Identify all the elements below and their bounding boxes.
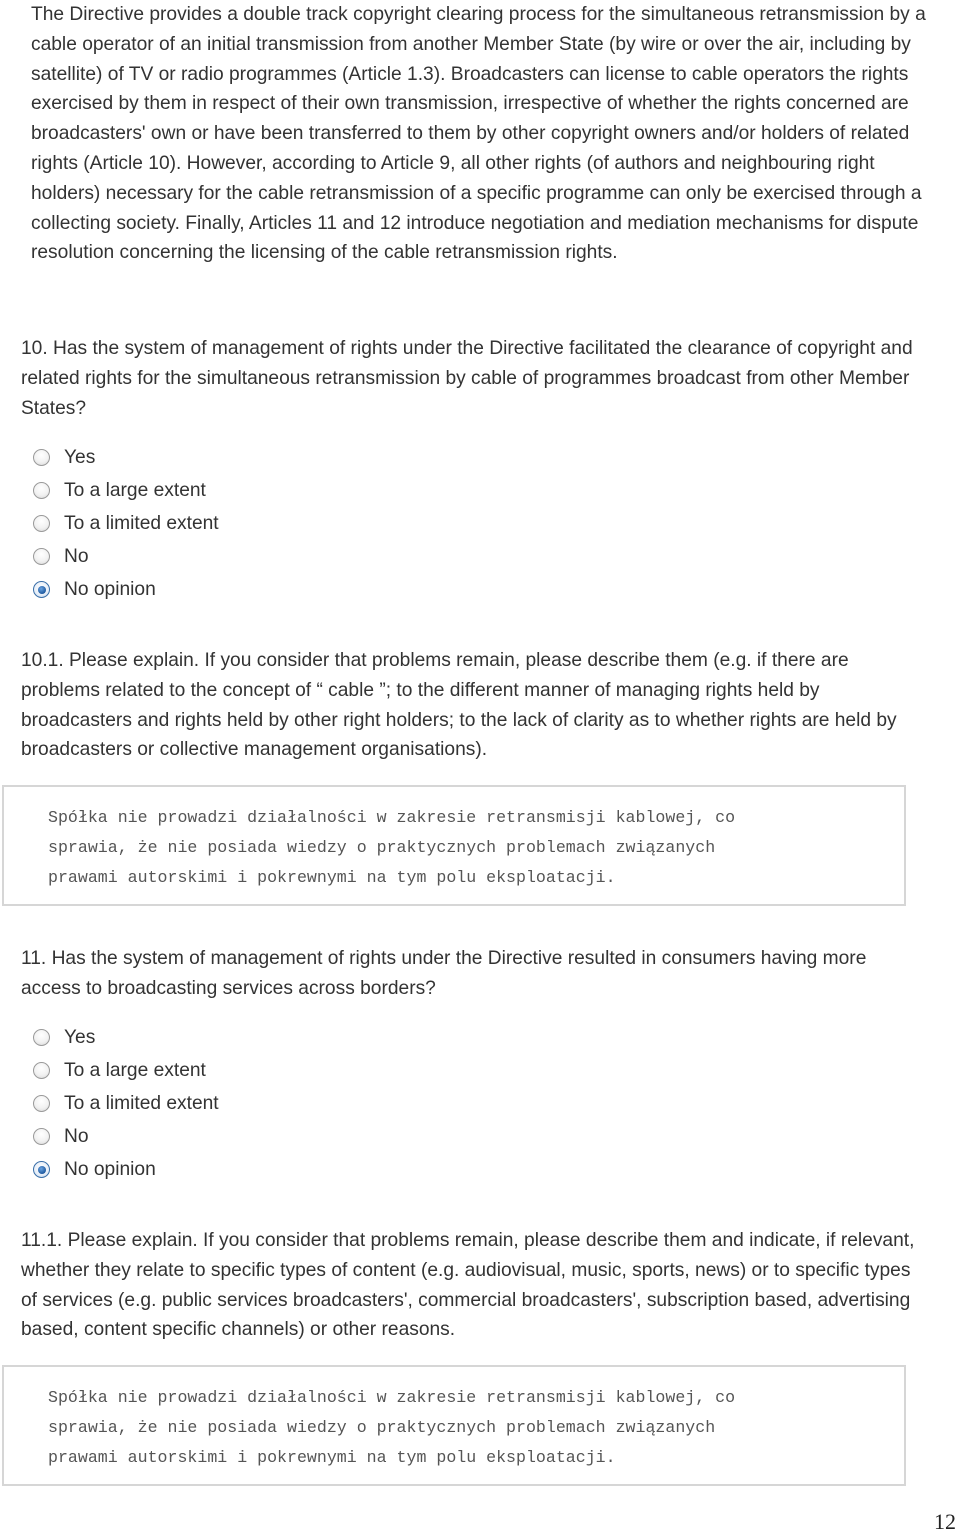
radio-unchecked-icon[interactable]	[33, 449, 50, 466]
question-11-1-text: 11.1. Please explain. If you consider that problems remain, please describe them and indicate, if relevant, whether they relate to specific types of content (e.g. audiovisual, music, sports, news) or to specific types of services (e.g. public services broadcasters', commercial broadcasters', subscription based, advertising based, content specific channels) or other reasons.	[21, 1230, 915, 1341]
q10-option-label: No opinion	[64, 578, 156, 600]
q11-option-label: To a limited extent	[64, 1092, 219, 1114]
q11-option-no-opinion[interactable]	[33, 1153, 219, 1186]
q10-option-limited-extent[interactable]	[33, 507, 219, 540]
q10-option-no-opinion[interactable]	[33, 573, 219, 606]
q11-option-large-extent[interactable]	[33, 1054, 219, 1087]
q10-option-no[interactable]	[33, 540, 219, 573]
q10-option-yes[interactable]	[33, 441, 219, 474]
q11-answer-textarea[interactable]: Spółka nie prowadzi działalności w zakresie retransmisji kablowej, co sprawia, że nie posiada wiedzy o praktycznych problemach związanych prawami autorskimi i pokrewnymi na tym polu eksploatacji.	[2, 1365, 906, 1486]
question-11-text: 11. Has the system of management of rights under the Directive resulted in consumers having more access to broadcasting services across borders?	[21, 948, 867, 999]
radio-unchecked-icon[interactable]	[33, 548, 50, 565]
question-10-options	[33, 441, 219, 606]
q11-option-label: Yes	[64, 1026, 96, 1048]
radio-unchecked-icon[interactable]	[33, 1128, 50, 1145]
q11-option-yes[interactable]	[33, 1021, 219, 1054]
q11-option-label: No	[64, 1125, 89, 1147]
q11-option-no[interactable]	[33, 1120, 219, 1153]
radio-unchecked-icon[interactable]	[33, 1062, 50, 1079]
q11-option-label: To a large extent	[64, 1059, 206, 1081]
q10-option-label: No	[64, 545, 89, 567]
q11-option-limited-extent[interactable]	[33, 1087, 219, 1120]
radio-checked-icon[interactable]	[33, 581, 50, 598]
q10-option-label: To a limited extent	[64, 512, 219, 534]
q10-option-label: To a large extent	[64, 479, 206, 501]
question-10-text: 10. Has the system of management of rights under the Directive facilitated the clearance of copyright and related rights for the simultaneous retransmission by cable of programmes broadcast from other Member States?	[21, 338, 913, 419]
q10-answer-textarea[interactable]: Spółka nie prowadzi działalności w zakresie retransmisji kablowej, co sprawia, że nie posiada wiedzy o praktycznych problemach związanych prawami autorskimi i pokrewnymi na tym polu eksploatacji.	[2, 785, 906, 906]
q10-option-large-extent[interactable]	[33, 474, 219, 507]
q10-option-label: Yes	[64, 446, 96, 468]
radio-unchecked-icon[interactable]	[33, 1029, 50, 1046]
radio-unchecked-icon[interactable]	[33, 482, 50, 499]
radio-unchecked-icon[interactable]	[33, 515, 50, 532]
intro-text-block	[31, 0, 936, 268]
radio-unchecked-icon[interactable]	[33, 1095, 50, 1112]
question-10-1-text: 10.1. Please explain. If you consider that problems remain, please describe them (e.g. if there are problems related to the concept of “ cable ”; to the different manner of managing rights held by broadcasters and rights held by other right holders; to the lack of clarity as to whether rights are held by broadcasters or collective management organisations).	[21, 650, 897, 761]
intro-paragraph: The Directive provides a double track copyright clearing process for the simultaneous retransmission by a cable operator of an initial transmission from another Member State (by wire or over the air, including by satellite) of TV or radio programmes (Article 1.3). Broadcasters can license to cable operators the rights exercised by them in respect of their own transmission, irrespective of whether the rights concerned are broadcasters' own or have been transferred to them by other copyright owners and/or holders of related rights (Article 10). However, according to Article 9, all other rights (of authors and neighbouring right holders) necessary for the cable retransmission of a specific programme can only be exercised through a collecting society. Finally, Articles 11 and 12 introduce negotiation and mediation mechanisms for dispute resolution concerning the licensing of the cable retransmission rights.	[31, 4, 926, 264]
radio-checked-icon[interactable]	[33, 1161, 50, 1178]
page-number: 12	[934, 1509, 956, 1534]
q11-option-label: No opinion	[64, 1158, 156, 1180]
question-11-options	[33, 1021, 219, 1186]
